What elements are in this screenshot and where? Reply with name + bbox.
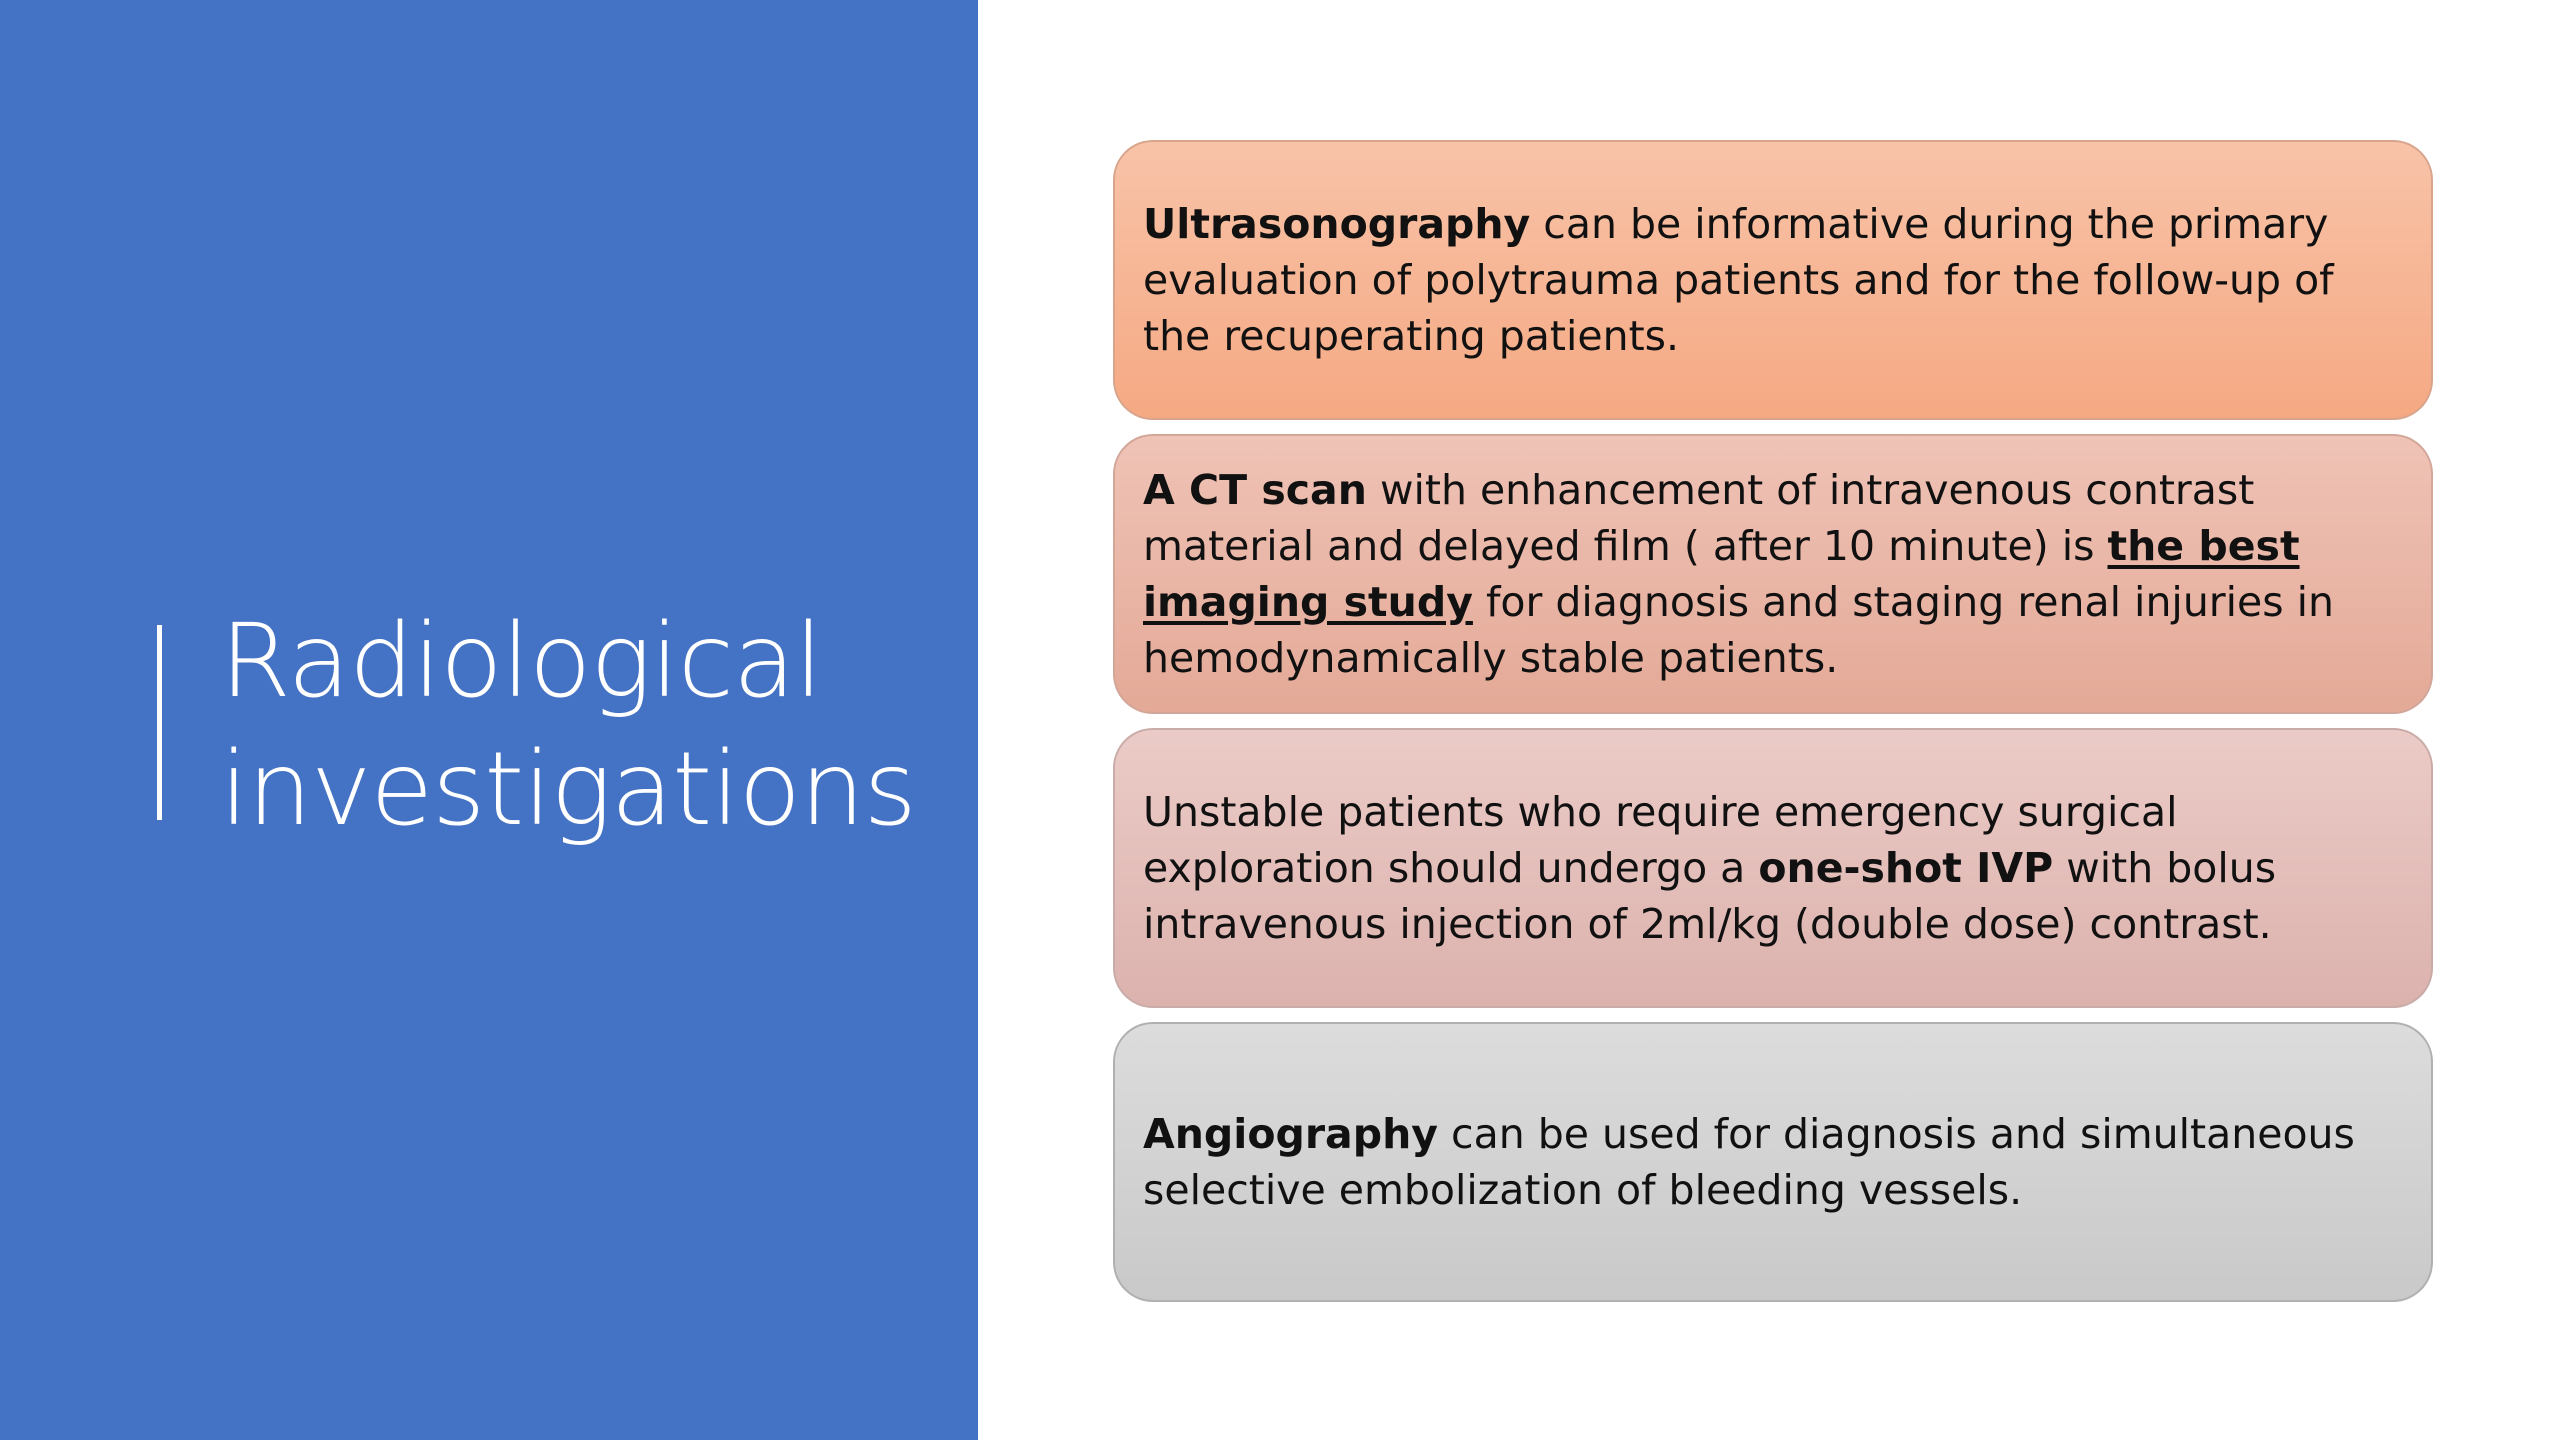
info-box-text [1143,196,2361,364]
info-box-keyword: Angiography [1143,1110,1438,1158]
info-box-keyword: A CT scan [1143,466,1367,514]
info-box-text [1143,1106,2361,1218]
info-box-keyword: Ultrasonography [1143,200,1531,248]
info-box-text [1143,784,2361,952]
info-box-emphasis: the best imaging study [1143,522,2300,626]
info-box-body: Unstable patients who require emergency surgical exploration should undergo a [1143,788,2178,892]
info-box-text [1143,462,2361,686]
info-box-angiography [1113,1022,2433,1302]
info-box-body: can be informative during the primary evaluation of polytrauma patients and for the follow-up of the recuperating patients. [1143,200,2334,360]
info-box-body-end: for diagnosis and staging renal injuries in hemodynamically stable patients. [1143,578,2335,682]
info-box-body: can be used for diagnosis and simultaneous selective embolization of bleeding vessels. [1143,1110,2355,1214]
info-box-ivp [1113,728,2433,1008]
info-box-keyword: one-shot IVP [1758,844,2054,892]
info-box-body: with enhancement of intravenous contrast material and delayed film ( after 10 minute) is [1143,466,2255,570]
title-accent-bar [157,625,162,820]
slide-title-line-2: investigations [220,730,916,849]
slide-title-line-1: Radiological [220,602,822,721]
info-box-ct-scan [1113,434,2433,714]
info-box-body-end: with bolus intravenous injection of 2ml/kg (double dose) contrast. [1143,844,2277,948]
title-panel [0,0,978,1440]
slide-title [220,598,960,854]
info-box-ultrasonography [1113,140,2433,420]
